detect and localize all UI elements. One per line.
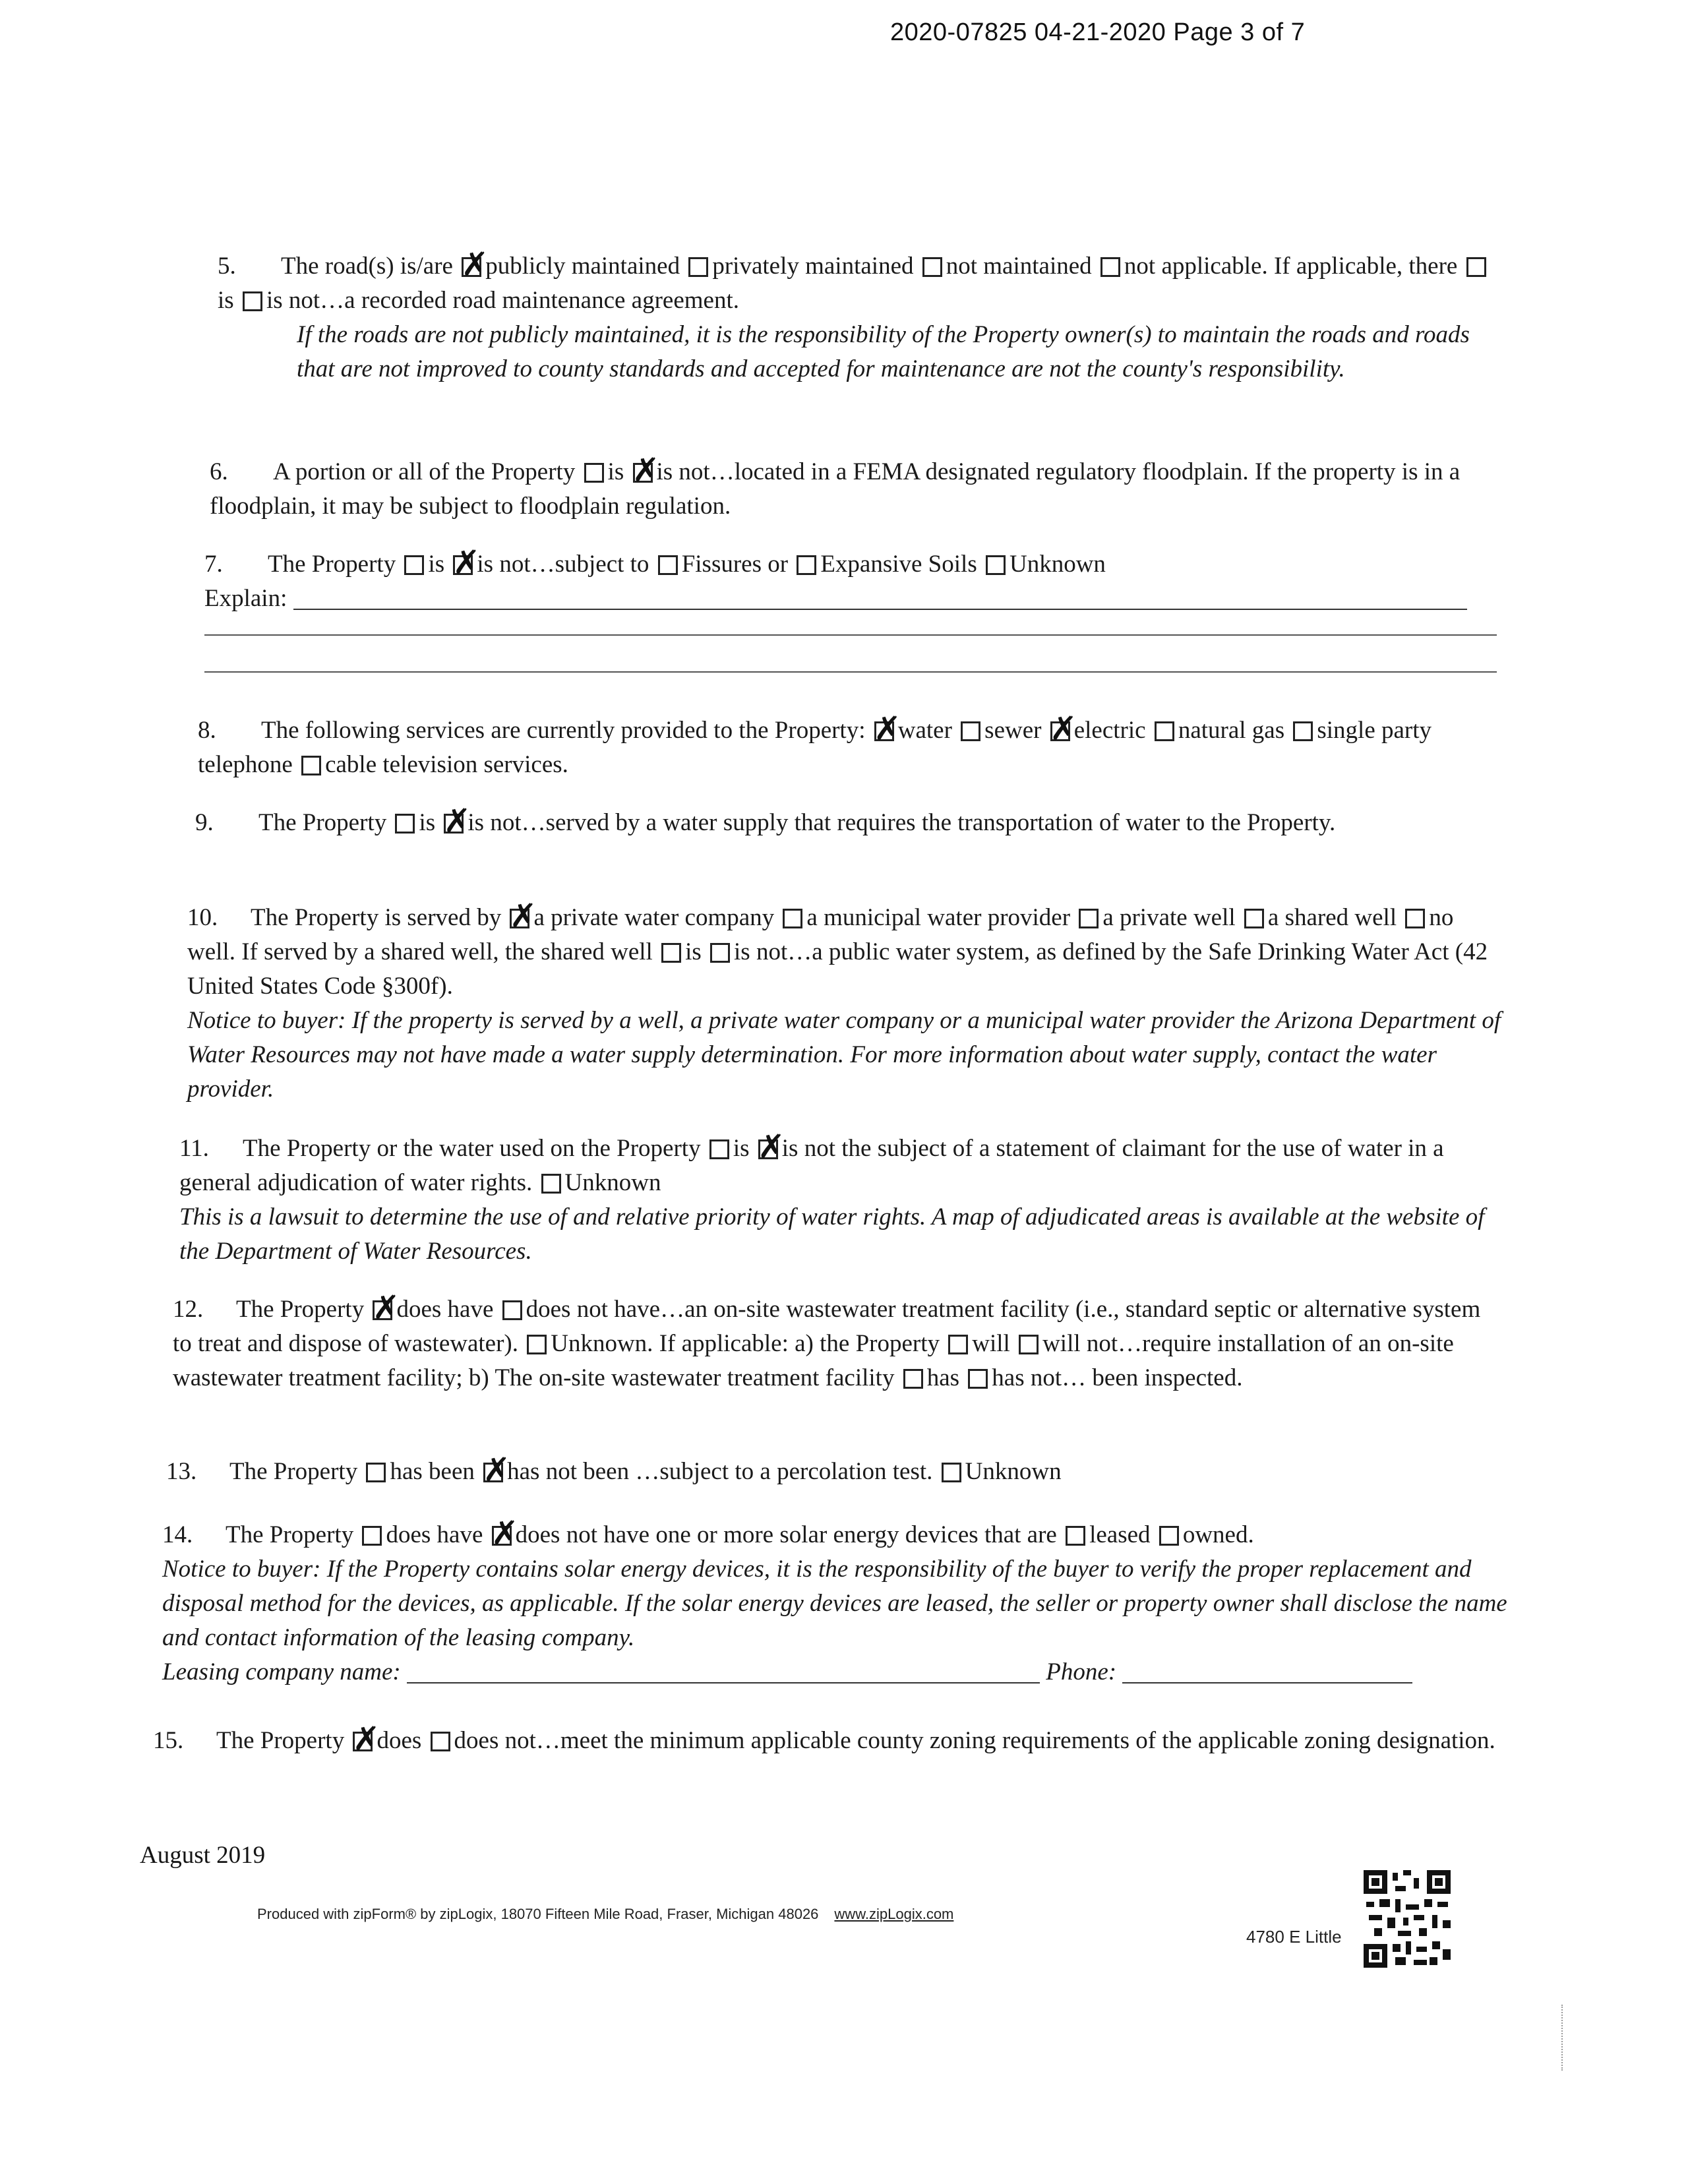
checkbox-wastewater-unknown[interactable]: [527, 1335, 547, 1354]
item-13: 13. The Property has been ✗ has not been …subject to a percolation test. Unknown: [166, 1455, 1505, 1489]
checkbox-adjudication-is[interactable]: [709, 1139, 729, 1159]
checkbox-fissures[interactable]: [658, 555, 678, 575]
item-5-note: If the roads are not publicly maintained, it is the responsibility of the Property owner(s) to maintain the roads and roads that are not improved to county standards and accepted for maintenance are not the county's responsibility.: [297, 321, 1470, 382]
checkbox-zoning-does[interactable]: [353, 1732, 373, 1751]
checkbox-install-will-not[interactable]: [1019, 1335, 1039, 1354]
checkbox-fissures-is[interactable]: [404, 555, 424, 575]
checkbox-municipal-water[interactable]: [783, 909, 802, 928]
leasing-company-label: Leasing company name:: [162, 1658, 401, 1685]
item-12: 12. The Property ✗ does have does not have…an on-site wastewater treatment facility (i.e., standard septic or alternative system to treat and dispose of wastewater). Unknown. If applicable: a) the Property will will not…require installation of an on-site wastewater treatment facility; b) The on-site wastewater treatment facility has has not… been inspected.: [173, 1292, 1505, 1395]
item-8: 8. The following services are currently provided to the Property: ✗ water sewer ✗ electric natural gas single party telephone cable television services.: [198, 713, 1503, 782]
checkbox-install-will[interactable]: [948, 1335, 968, 1354]
checkbox-solar-owned[interactable]: [1159, 1526, 1179, 1546]
item-10-note: Notice to buyer: If the property is served by a well, a private water company or a municipal water provider the Arizona Department of Water Resources may not have made a water supply determination. For more information about water supply, contact the water provider.: [187, 1007, 1501, 1103]
checkbox-road-agreement-is-not[interactable]: [243, 291, 262, 311]
checkbox-percolation-has-been[interactable]: [366, 1463, 386, 1482]
checkbox-percolation-unknown[interactable]: [942, 1463, 961, 1482]
checkbox-natural-gas[interactable]: [1155, 721, 1174, 741]
checkbox-solar-does-not-have[interactable]: [492, 1526, 512, 1546]
checkbox-percolation-has-not-been[interactable]: [483, 1463, 503, 1482]
checkbox-inspected-has-not[interactable]: [968, 1369, 988, 1389]
checkbox-not-applicable[interactable]: [1100, 257, 1120, 277]
checkbox-floodplain-is-not[interactable]: [633, 463, 653, 483]
producer-line: Produced with zipForm® by zipLogix, 18070 Fifteen Mile Road, Fraser, Michigan 48026 www.zipLogix.com: [257, 1906, 954, 1922]
page-header-stamp: 2020-07825 04-21-2020 Page 3 of 7: [890, 18, 1306, 46]
item-9: 9. The Property is ✗ is not…served by a water supply that requires the transportation of water to the Property.: [195, 806, 1501, 840]
checkbox-water[interactable]: [874, 721, 894, 741]
checkbox-publicly-maintained[interactable]: [462, 257, 481, 277]
checkbox-adjudication-unknown[interactable]: [541, 1174, 561, 1194]
checkbox-private-water-company[interactable]: [510, 909, 529, 928]
ziplogix-link[interactable]: www.zipLogix.com: [834, 1906, 954, 1922]
item-11: 11. The Property or the water used on the Property is ✗ is not the subject of a statement of claimant for the use of water in a general adjudication of water rights. Unknown This is a lawsuit to determine the use of and relative priority of water rights. A map of adjudicated areas is available at the website of the Department of Water Resources.: [179, 1132, 1505, 1269]
checkbox-zoning-does-not[interactable]: [431, 1732, 450, 1751]
checkbox-expansive-soils[interactable]: [797, 555, 816, 575]
item-14: 14. The Property does have ✗ does not have one or more solar energy devices that are leased owned. Notice to buyer: If the Property contains solar energy devices, it is the responsibility of the buyer to verify the proper replacement and disposal method for the devices, as applicable. If the solar energy devices are leased, the seller or property owner shall disclose the name and contact information of the leasing company. Leasing company name: Phone:: [162, 1518, 1507, 1689]
checkbox-wastewater-does-have[interactable]: [373, 1300, 392, 1320]
explain-input[interactable]: [293, 589, 1467, 610]
checkbox-adjudication-is-not[interactable]: [758, 1139, 778, 1159]
checkbox-transport-is-not[interactable]: [444, 814, 464, 834]
checkbox-road-agreement-is[interactable]: [1466, 257, 1486, 277]
checkbox-sewer[interactable]: [961, 721, 980, 741]
scan-edge-mark: [1561, 2005, 1567, 2071]
checkbox-inspected-has[interactable]: [903, 1369, 923, 1389]
item-15: 15. The Property ✗ does does not…meet the minimum applicable county zoning requirements of the applicable zoning designation.: [153, 1724, 1505, 1758]
explain-line-3[interactable]: [204, 671, 1497, 673]
checkbox-no-well[interactable]: [1405, 909, 1425, 928]
phone-label: Phone:: [1046, 1658, 1117, 1685]
explain-label: Explain:: [204, 585, 287, 612]
item-6: 6. A portion or all of the Property is ✗ is not…located in a FEMA designated regulatory floodplain. If the property is in a floodplain, it may be subject to floodplain regulation.: [210, 455, 1502, 524]
checkbox-not-maintained[interactable]: [922, 257, 942, 277]
checkbox-solar-leased[interactable]: [1066, 1526, 1085, 1546]
explain-line-2[interactable]: [204, 634, 1497, 636]
checkbox-cable[interactable]: [301, 756, 321, 775]
checkbox-private-well[interactable]: [1079, 909, 1099, 928]
checkbox-public-system-is[interactable]: [661, 943, 681, 963]
item-7: 7. The Property is ✗ is not…subject to Fissures or Expansive Soils Unknown Explain:: [204, 547, 1497, 616]
checkbox-telephone[interactable]: [1293, 721, 1313, 741]
checkbox-electric[interactable]: [1050, 721, 1070, 741]
checkbox-floodplain-is[interactable]: [584, 463, 604, 483]
checkbox-shared-well[interactable]: [1244, 909, 1264, 928]
qr-code-icon: [1364, 1870, 1451, 1968]
checkbox-transport-is[interactable]: [395, 814, 415, 834]
checkbox-unknown[interactable]: [986, 555, 1006, 575]
checkbox-public-system-is-not[interactable]: [710, 943, 730, 963]
property-address: 4780 E Little: [1246, 1927, 1342, 1947]
item-14-note: Notice to buyer: If the Property contains solar energy devices, it is the responsibility of the buyer to verify the proper replacement and disposal method for the devices, as applicable. If the solar energy devices are leased, the seller or property owner shall disclose the name and contact information of the leasing company.: [162, 1556, 1507, 1651]
item-5: 5. The road(s) is/are ✗ publicly maintained privately maintained not maintained not applicable. If applicable, there is is not…a recorded road maintenance agreement. If the roads are not publicly maintained, it is the responsibility of the Property owner(s) to maintain the roads and roads that are not improved to county standards and accepted for maintenance are not the county's responsibility.: [218, 249, 1503, 386]
checkbox-solar-does-have[interactable]: [362, 1526, 382, 1546]
item-11-note: This is a lawsuit to determine the use of and relative priority of water rights. A map of adjudicated areas is available at the website of the Department of Water Resources.: [179, 1203, 1485, 1265]
leasing-company-input[interactable]: [407, 1662, 1040, 1684]
item-number: 5.: [218, 253, 236, 280]
checkbox-fissures-is-not[interactable]: [453, 555, 473, 575]
phone-input[interactable]: [1122, 1662, 1412, 1684]
item-10: 10. The Property is served by ✗ a private water company a municipal water provider a private well a shared well no well. If served by a shared well, the shared well is is not…a public water system, as defined by the Safe Drinking Water Act (42 United States Code §300f). Notice to buyer: If the property is served by a well, a private water company or a municipal water provider the Arizona Department of Water Resources may not have made a water supply determination. For more information about water supply, contact the water provider.: [187, 901, 1506, 1107]
checkbox-wastewater-does-not-have[interactable]: [502, 1300, 522, 1320]
checkbox-privately-maintained[interactable]: [688, 257, 708, 277]
form-revision-date: August 2019: [140, 1842, 266, 1869]
